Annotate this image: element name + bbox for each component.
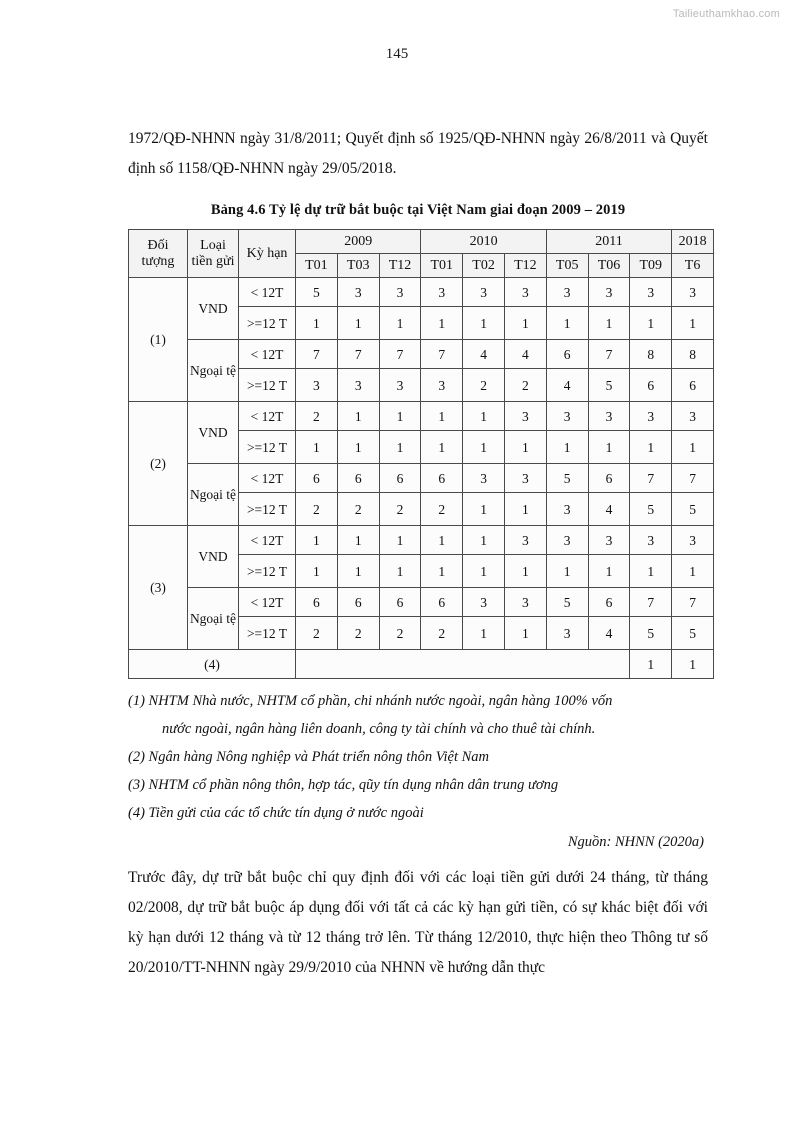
- cell-value: 1: [337, 431, 379, 464]
- header-month-2018-t6: T6: [672, 254, 714, 278]
- cell-value: 3: [463, 588, 505, 617]
- cell-value: 3: [546, 493, 588, 526]
- cell-term: < 12T: [239, 340, 296, 369]
- cell-value: 5: [588, 369, 630, 402]
- cell-value: 1: [672, 650, 714, 679]
- cell-value: 6: [588, 588, 630, 617]
- table-footer-row: [129, 650, 714, 679]
- cell-value: 1: [504, 493, 546, 526]
- header-object: Đối tượng: [129, 230, 188, 278]
- cell-value: 1: [546, 307, 588, 340]
- cell-currency: Ngoại tệ: [188, 588, 239, 650]
- cell-value: 2: [421, 617, 463, 650]
- cell-value: 1: [588, 431, 630, 464]
- cell-value: 1: [630, 555, 672, 588]
- cell-value: 1: [379, 555, 421, 588]
- cell-value: 6: [630, 369, 672, 402]
- header-month-2011-t05: T05: [546, 254, 588, 278]
- cell-value: 1: [296, 555, 338, 588]
- table-row: [129, 278, 714, 307]
- cell-value: 3: [546, 278, 588, 307]
- cell-term: >=12 T: [239, 369, 296, 402]
- cell-term: >=12 T: [239, 617, 296, 650]
- cell-value: 1: [421, 307, 463, 340]
- cell-value: 1: [337, 526, 379, 555]
- cell-value: 3: [588, 526, 630, 555]
- closing-paragraph: Trước đây, dự trữ bắt buộc chỉ quy định đối với các loại tiền gửi dưới 24 tháng, từ tháng 02/2008, dự trữ bắt buộc áp dụng đối với tất cả các kỳ hạn gửi tiền, có sự khác biệt đối với kỳ hạn dưới 12 tháng và từ 12 tháng trở lên. Từ tháng 12/2010, thực hiện theo Thông tư số 20/2010/TT-NHNN ngày 29/9/2010 của NHNN về hướng dẫn thực: [128, 869, 708, 976]
- cell-term: >=12 T: [239, 493, 296, 526]
- table-caption: Bảng 4.6 Tỷ lệ dự trữ bắt buộc tại Việt Nam giai đoạn 2009 – 2019: [210, 202, 626, 218]
- table-head: [129, 230, 714, 278]
- cell-value: 1: [672, 307, 714, 340]
- cell-value: 1: [379, 307, 421, 340]
- cell-object-group: (1): [129, 278, 188, 402]
- cell-value: 5: [630, 617, 672, 650]
- cell-term: < 12T: [239, 464, 296, 493]
- cell-value: 3: [504, 464, 546, 493]
- intro-paragraph: 1972/QĐ-NHNN ngày 31/8/2011; Quyết định số 1925/QĐ-NHNN ngày 26/8/2011 và Quyết định số 1158/QĐ-NHNN ngày 29/05/2018.: [128, 130, 708, 177]
- cell-object-group: (3): [129, 526, 188, 650]
- cell-term: >=12 T: [239, 307, 296, 340]
- cell-value: 5: [546, 588, 588, 617]
- cell-value: 1: [379, 526, 421, 555]
- cell-value: 2: [504, 369, 546, 402]
- source-citation: Nguồn: NHNN (2020a): [567, 834, 704, 850]
- cell-value: 1: [463, 307, 505, 340]
- header-currency: Loại tiền gửi: [188, 230, 239, 278]
- cell-value: 1: [504, 555, 546, 588]
- cell-value: 6: [296, 464, 338, 493]
- header-year-2011: 2011: [546, 230, 671, 254]
- cell-value: 8: [672, 340, 714, 369]
- cell-value: 7: [421, 340, 463, 369]
- cell-term: >=12 T: [239, 555, 296, 588]
- cell-value: 6: [546, 340, 588, 369]
- cell-value: 5: [546, 464, 588, 493]
- table-row: [129, 526, 714, 555]
- cell-value: 3: [630, 526, 672, 555]
- cell-value: 1: [504, 307, 546, 340]
- cell-value: 3: [588, 402, 630, 431]
- cell-value: 3: [379, 369, 421, 402]
- cell-value: 2: [379, 493, 421, 526]
- reserve-requirement-table: [128, 229, 714, 679]
- cell-value: 1: [504, 431, 546, 464]
- cell-value: 3: [546, 402, 588, 431]
- table-row: [129, 340, 714, 369]
- cell-value: 3: [296, 369, 338, 402]
- cell-value: 3: [504, 402, 546, 431]
- cell-value: 7: [588, 340, 630, 369]
- cell-value: 1: [463, 431, 505, 464]
- cell-value: 3: [421, 369, 463, 402]
- cell-value: 6: [337, 588, 379, 617]
- cell-value: 3: [672, 402, 714, 431]
- cell-value: 6: [296, 588, 338, 617]
- cell-value: 1: [463, 526, 505, 555]
- cell-value: 1: [546, 555, 588, 588]
- cell-value: 1: [588, 307, 630, 340]
- cell-value: 5: [672, 617, 714, 650]
- cell-value: 3: [630, 402, 672, 431]
- header-month-2010-t02: T02: [463, 254, 505, 278]
- cell-value: 7: [672, 464, 714, 493]
- watermark-text: Tailieuthamkhao.com: [672, 8, 780, 20]
- cell-value: 3: [546, 617, 588, 650]
- table-body: [129, 278, 714, 679]
- cell-value: 4: [463, 340, 505, 369]
- header-month-2010-t01: T01: [421, 254, 463, 278]
- cell-value: 1: [672, 555, 714, 588]
- cell-currency: Ngoại tệ: [188, 340, 239, 402]
- cell-value: 1: [296, 431, 338, 464]
- cell-term: < 12T: [239, 402, 296, 431]
- cell-value: 1: [337, 402, 379, 431]
- cell-value: 6: [672, 369, 714, 402]
- cell-term: < 12T: [239, 526, 296, 555]
- header-term: Kỳ hạn: [239, 230, 296, 278]
- cell-value: 1: [463, 617, 505, 650]
- cell-currency: VND: [188, 526, 239, 588]
- cell-value: 5: [672, 493, 714, 526]
- footnote-1-cont: nước ngoài, ngân hàng liên doanh, công ty tài chính và cho thuê tài chính.: [162, 721, 596, 737]
- cell-value: 2: [421, 493, 463, 526]
- cell-value: 3: [504, 588, 546, 617]
- footnote-3: (3) NHTM cổ phần nông thôn, hợp tác, qũy tín dụng nhân dân trung ương: [128, 777, 559, 793]
- cell-value: 2: [337, 617, 379, 650]
- cell-value: 2: [379, 617, 421, 650]
- cell-value: 3: [504, 278, 546, 307]
- cell-value: 1: [337, 307, 379, 340]
- cell-value: 1: [504, 617, 546, 650]
- cell-value: 1: [630, 431, 672, 464]
- cell-value: 7: [337, 340, 379, 369]
- cell-value: 7: [672, 588, 714, 617]
- cell-value: 6: [421, 464, 463, 493]
- footnote-4: (4) Tiền gửi của các tổ chức tín dụng ở nước ngoài: [128, 805, 424, 821]
- header-year-2018: 2018: [672, 230, 714, 254]
- cell-value: 7: [630, 464, 672, 493]
- cell-value: 3: [504, 526, 546, 555]
- cell-object-group: (2): [129, 402, 188, 526]
- cell-value: 2: [463, 369, 505, 402]
- cell-value: 3: [672, 526, 714, 555]
- header-month-2011-t09: T09: [630, 254, 672, 278]
- cell-object-group-4: (4): [129, 650, 296, 679]
- cell-empty-span: [296, 650, 630, 679]
- cell-value: 3: [463, 278, 505, 307]
- cell-value: 1: [463, 493, 505, 526]
- cell-value: 1: [588, 555, 630, 588]
- cell-value: 1: [463, 402, 505, 431]
- cell-value: 1: [296, 526, 338, 555]
- header-year-2009: 2009: [296, 230, 421, 254]
- cell-value: 1: [630, 307, 672, 340]
- cell-value: 6: [337, 464, 379, 493]
- cell-value: 6: [379, 588, 421, 617]
- header-month-2010-t12: T12: [504, 254, 546, 278]
- footnote-1: (1) NHTM Nhà nước, NHTM cổ phần, chi nhánh nước ngoài, ngân hàng 100% vốn: [128, 693, 613, 709]
- cell-value: 3: [421, 278, 463, 307]
- cell-value: 3: [379, 278, 421, 307]
- cell-value: 4: [504, 340, 546, 369]
- header-month-2009-t12: T12: [379, 254, 421, 278]
- cell-currency: Ngoại tệ: [188, 464, 239, 526]
- cell-value: 8: [630, 340, 672, 369]
- cell-term: < 12T: [239, 588, 296, 617]
- cell-value: 5: [296, 278, 338, 307]
- cell-value: 6: [588, 464, 630, 493]
- cell-value: 7: [630, 588, 672, 617]
- cell-value: 2: [337, 493, 379, 526]
- cell-value: 1: [296, 307, 338, 340]
- cell-value: 3: [337, 369, 379, 402]
- cell-value: 3: [588, 278, 630, 307]
- cell-value: 3: [337, 278, 379, 307]
- cell-value: 3: [630, 278, 672, 307]
- cell-value: 1: [546, 431, 588, 464]
- cell-value: 2: [296, 402, 338, 431]
- cell-term: >=12 T: [239, 431, 296, 464]
- cell-value: 6: [421, 588, 463, 617]
- cell-value: 7: [296, 340, 338, 369]
- header-year-2010: 2010: [421, 230, 546, 254]
- table-row: [129, 588, 714, 617]
- footnote-2: (2) Ngân hàng Nông nghiệp và Phát triển nông thôn Việt Nam: [128, 749, 489, 765]
- cell-currency: VND: [188, 278, 239, 340]
- cell-value: 2: [296, 617, 338, 650]
- cell-value: 3: [672, 278, 714, 307]
- cell-value: 1: [421, 555, 463, 588]
- cell-value: 4: [546, 369, 588, 402]
- cell-value: 1: [421, 402, 463, 431]
- cell-value: 1: [421, 526, 463, 555]
- cell-value: 1: [337, 555, 379, 588]
- page-content: [128, 124, 708, 983]
- cell-value: 1: [672, 431, 714, 464]
- cell-value: 2: [296, 493, 338, 526]
- table-header-row-years: [129, 230, 714, 254]
- table-row: [129, 464, 714, 493]
- cell-value: 1: [463, 555, 505, 588]
- header-month-2009-t01: T01: [296, 254, 338, 278]
- cell-value: 1: [630, 650, 672, 679]
- header-month-2009-t03: T03: [337, 254, 379, 278]
- cell-term: < 12T: [239, 278, 296, 307]
- cell-value: 5: [630, 493, 672, 526]
- cell-value: 3: [546, 526, 588, 555]
- cell-value: 4: [588, 617, 630, 650]
- page-number: 145: [385, 46, 409, 62]
- cell-currency: VND: [188, 402, 239, 464]
- header-month-2011-t06: T06: [588, 254, 630, 278]
- cell-value: 1: [421, 431, 463, 464]
- cell-value: 4: [588, 493, 630, 526]
- cell-value: 6: [379, 464, 421, 493]
- cell-value: 3: [463, 464, 505, 493]
- table-row: [129, 402, 714, 431]
- cell-value: 1: [379, 402, 421, 431]
- cell-value: 1: [379, 431, 421, 464]
- cell-value: 7: [379, 340, 421, 369]
